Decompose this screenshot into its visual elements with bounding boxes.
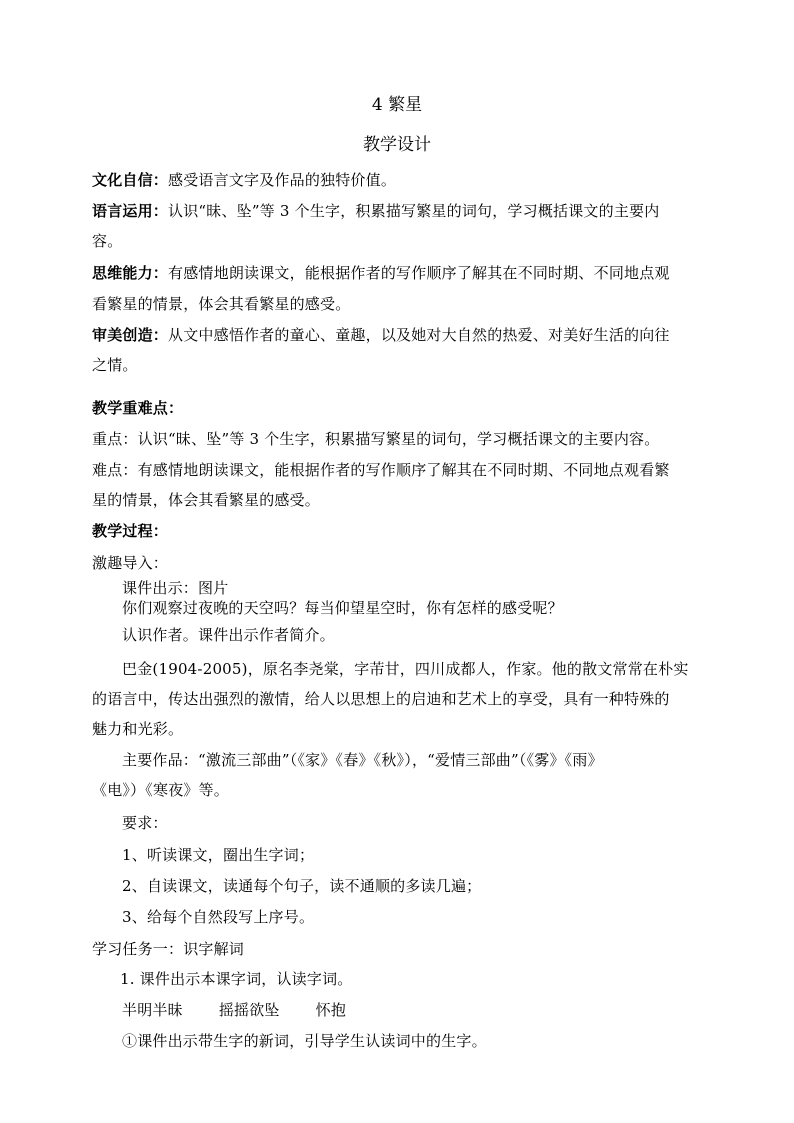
objective-text: 有感情地朗读课文，能根据作者的写作顺序了解其在不同时期、不同地点观 [168,264,670,282]
intro-item: 认识作者。课件出示作者简介。 [122,626,335,644]
intro-item: 你们观察过夜晚的天空吗？每当仰望星空时，你有怎样的感受呢？ [122,599,563,617]
objective-label: 语言运用： [92,202,169,220]
objective-text: 感受语言文字及作品的独特价值。 [168,171,397,189]
objective-text-cont: 之情。 [92,356,138,374]
objective-aesthetic [92,325,670,345]
task1-step: 1. 课件出示本课字词，认读字词。 [120,970,353,988]
objective-language [92,201,659,221]
objective-label: 文化自信： [92,171,169,189]
requirement-item: 3、给每个自然段写上序号。 [122,908,315,926]
requirements-label: 要求： [122,814,168,832]
doc-title: 4 繁星 [371,95,423,115]
objective-text: 认识“昧、坠”等 3 个生字，积累描写繁星的词句，学习概括课文的主要内 [168,202,660,220]
author-bio-cont: 的语言中，传达出强烈的激情，给人以思想上的启迪和艺术上的享受，具有一种特殊的 [92,690,670,708]
requirement-item: 2、自读课文，读通每个句子，读不通顺的多读几遍； [122,877,482,895]
key-point-difficulty-cont: 星的情景，体会其看繁星的感受。 [92,491,321,509]
key-point-difficulty: 难点：有感情地朗读课文，能根据作者的写作顺序了解其在不同时期、不同地点观看繁 [92,461,670,479]
objective-culture [92,170,396,190]
vocab-word: 半明半昧 [122,1001,183,1019]
doc-subtitle: 教学设计 [363,135,431,155]
major-works-cont: 《电》）《寒夜》等。 [92,781,230,799]
key-points-heading: 教学重难点： [92,399,184,417]
key-point-focus: 重点：认识“昧、坠”等 3 个生字，积累描写繁星的词句，学习概括课文的主要内容。 [92,430,660,448]
objective-text-cont: 容。 [92,232,123,250]
vocab-word: 怀抱 [315,1001,347,1019]
objective-label: 审美创造： [92,326,169,344]
vocab-word: 摇摇欲坠 [218,1001,280,1019]
task1-substep: ①课件出示带生字的新词，引导学生认读词中的生字。 [122,1032,487,1050]
intro-heading: 激趣导入： [92,554,169,572]
vocab-words [122,1000,346,1020]
author-bio-cont: 魅力和光彩。 [92,720,184,738]
task1-heading: 学习任务一：识字解词 [92,940,245,958]
objective-label: 思维能力： [92,264,169,282]
requirement-item: 1、听读课文，圈出生字词； [122,846,315,864]
process-heading: 教学过程： [92,522,169,540]
objective-text: 从文中感悟作者的童心、童趣，以及她对大自然的热爱、对美好生活的向往 [168,326,670,344]
author-bio: 巴金(1904-2005)，原名李尧棠，字芾甘，四川成都人，作家。他的散文常常在朴实 [122,660,689,678]
objective-text-cont: 看繁星的情景，体会其看繁星的感受。 [92,295,351,313]
objective-thinking [92,263,670,283]
major-works: 主要作品：“激流三部曲”（《家》《春》《秋》），“爱情三部曲”（《雾》《雨》 [122,751,603,769]
intro-item: 课件出示：图片 [122,579,229,597]
